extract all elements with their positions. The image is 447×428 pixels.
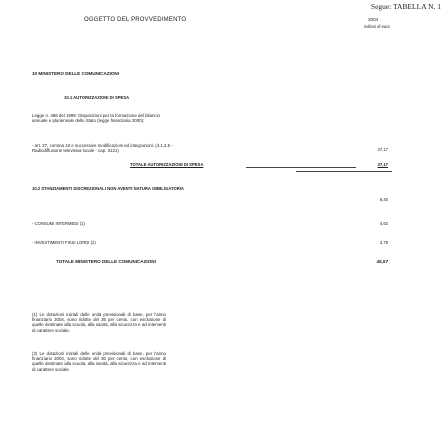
section-title-discretionary: [32, 186, 252, 191]
ministry-grand-total-label: TOTALE MINISTERO DELLE COMUNICAZIONI: [56, 259, 156, 264]
column-header-year: 2004: [368, 17, 379, 22]
section-title-authorizations: 10.1 AUTORIZZAZIONI DI SPESA: [64, 95, 130, 100]
discretionary-total-value: 8,40: [379, 197, 388, 202]
continuation-note: Segue: TABELLA N. 1: [370, 2, 441, 11]
row-value-intermediate-consumption: 4,62: [379, 221, 388, 226]
row-label-intermediate-consumption: - CONSUMI INTERMEDI (1): [32, 221, 85, 226]
row-label-fixed-investments: - INVESTIMENTI FISSI LORDI (2): [32, 240, 96, 245]
article-item-value: 37,17: [377, 147, 388, 152]
section-separator: [296, 171, 392, 172]
article-item-text: - art. 27, comma 10 e successive modificazioni ed integrazioni: (4.1.2.5 - Radiodiffusione televisiva locale - cap. 3121): [32, 143, 173, 154]
ministry-grand-total-value: 45,57: [376, 259, 388, 264]
total-leader-line: [246, 167, 356, 168]
authorizations-total-label: TOTALE AUTORIZZAZIONI DI SPESA: [130, 162, 204, 167]
authorizations-total-value: 37,17: [377, 162, 388, 167]
column-header-subject: OGGETTO DEL PROVVEDIMENTO: [84, 17, 187, 23]
row-value-fixed-investments: 3,78: [379, 240, 388, 245]
column-header-unit: milioni di euro: [364, 24, 390, 29]
law-reference-text: Legge n. 488 del 1999: Disposizioni per la formazione del bilancio annuale e pluriennale dello Stato (legge finanziaria 2000):: [32, 113, 160, 124]
ministry-title: 10 MINISTERO DELLE COMUNICAZIONI: [32, 71, 120, 76]
footnote-1: (1) Le dotazioni iniziali delle unità previsionali di base, per l'anno finanziario 2004, sono ridotte del 36 per cento, con esclusione di quelle destinate alla scuola, alla sanità, alla sicurezza e ad interventi di carattere sociale.: [32, 312, 166, 333]
footnote-2: (2) Le dotazioni iniziali delle unità previsionali di base, per l'anno finanziario 2004, sono ridotte del 30 per cento, con esclusione di quelle destinate alla scuola, alla sanità, alla sicurezza e ad interventi di carattere sociale.: [32, 351, 166, 372]
section-title-discretionary-text: 10.2 STANZIAMENTI DISCREZIONALI NON AVENTI NATURA OBBLIGATORIA: [32, 186, 184, 191]
